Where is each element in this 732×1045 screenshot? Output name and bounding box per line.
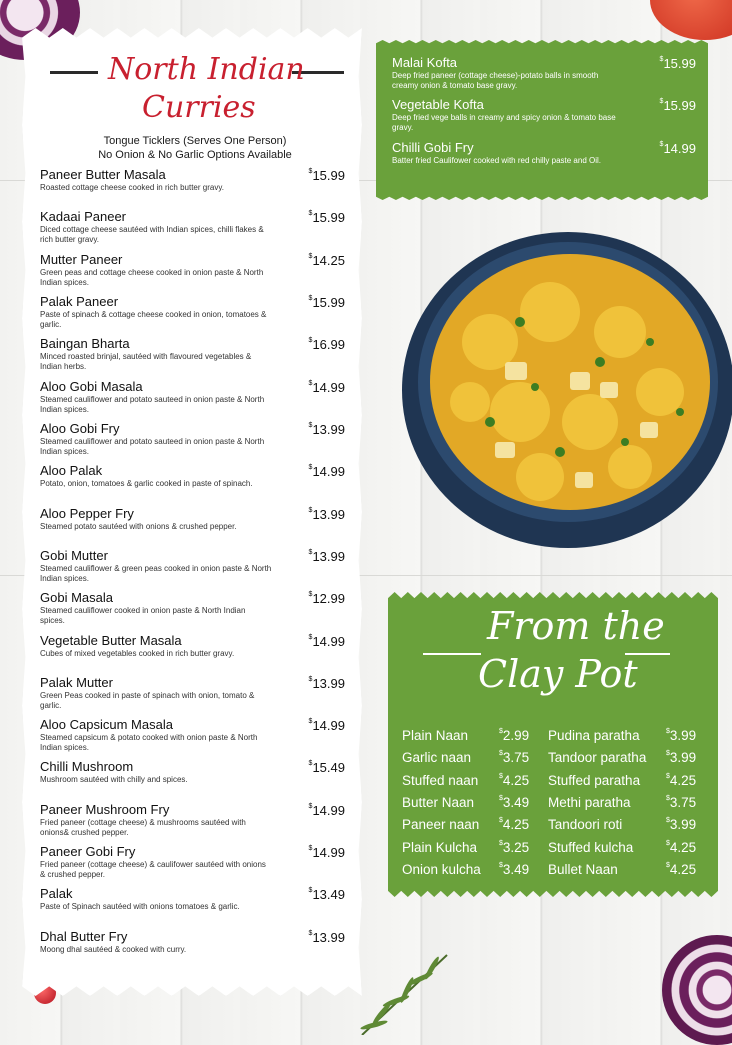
item-price	[499, 773, 529, 788]
bread-name: Bullet Naan	[548, 861, 618, 877]
bread-name: Onion kulcha	[402, 861, 481, 877]
bread-name: Plain Kulcha	[402, 839, 478, 855]
item-price	[309, 253, 345, 268]
menu-item	[40, 634, 345, 659]
currency-symbol: $	[499, 728, 503, 735]
item-name: Chilli Mushroom	[40, 759, 134, 774]
item-name: Kadaai Paneer	[40, 209, 127, 224]
currency-symbol: $	[308, 422, 313, 429]
price-value: 3.99	[669, 728, 697, 743]
price-value: 3.25	[502, 839, 530, 855]
currency-symbol: $	[308, 380, 313, 387]
item-description: Diced cottage cheese sautéed with Indian spices, chilli flakes & rich butter gravy.	[40, 225, 264, 244]
item-price	[666, 773, 696, 788]
menu-item	[40, 253, 345, 288]
menu-item	[40, 887, 345, 912]
currency-symbol: $	[308, 591, 313, 598]
item-price	[666, 728, 696, 743]
currency-symbol: $	[499, 772, 503, 780]
currency-symbol: $	[499, 839, 503, 847]
bread-name: Garlic naan	[402, 750, 472, 766]
price-value: 14.99	[312, 845, 345, 860]
item-name: Mutter Paneer	[40, 252, 123, 267]
item-description: Potato, onion, tomatoes & garlic cooked in paste of spinach.	[40, 479, 253, 488]
price-value: 13.99	[312, 549, 345, 564]
currency-symbol: $	[308, 718, 313, 725]
item-price	[660, 98, 696, 113]
item-description: Steamed potato sautéed with onions & crushed pepper.	[40, 522, 237, 531]
menu-item	[40, 845, 345, 880]
item-price	[660, 141, 696, 156]
currency-symbol: $	[308, 210, 313, 217]
item-description: Steamed cauliflower cooked in onion paste & North Indian spices.	[40, 606, 246, 625]
currency-symbol: $	[308, 549, 313, 556]
menu-item	[40, 676, 345, 711]
price-value: 3.49	[502, 794, 530, 810]
item-description: Paste of spinach & cottage cheese cooked in onion, tomatoes & garlic.	[40, 310, 267, 329]
price-value: 14.25	[312, 253, 345, 268]
title-rule-left	[50, 71, 98, 74]
item-description: Steamed cauliflower and potato sauteed in onion paste & North Indian spices.	[40, 437, 265, 456]
item-description: Batter fried Caulifower cooked with red chilly paste and Oil.	[392, 156, 601, 165]
section-subtitle: No Onion & No Garlic Options Available	[98, 149, 292, 161]
item-name: Aloo Gobi Fry	[40, 421, 120, 436]
currency-symbol: $	[308, 464, 313, 471]
price-value: 14.99	[312, 380, 345, 395]
price-value: 14.99	[312, 634, 345, 649]
item-description: Deep fried vege balls in creamy and spicy onion & tomato base gravy.	[392, 113, 616, 132]
currency-symbol: $	[666, 794, 670, 802]
item-name: Gobi Mutter	[40, 548, 108, 563]
price-value: 3.49	[502, 861, 530, 877]
section-title: Curries	[142, 90, 256, 125]
item-name: Paneer Mushroom Fry	[40, 802, 170, 817]
currency-symbol: $	[659, 141, 664, 148]
item-name: Baingan Bharta	[40, 336, 130, 351]
bread-name: Butter Naan	[402, 794, 475, 810]
menu-item	[40, 507, 345, 532]
currency-symbol: $	[666, 861, 670, 869]
price-value: 13.99	[312, 422, 345, 437]
item-price	[666, 750, 696, 765]
section-subtitle: Tongue Ticklers (Serves One Person)	[103, 135, 287, 147]
price-value: 13.49	[312, 887, 345, 902]
bread-name: Pudina paratha	[548, 728, 640, 743]
item-description: Steamed cauliflower & green peas cooked in onion paste & North Indian spices.	[40, 564, 272, 583]
item-price	[666, 817, 696, 832]
item-name: Palak Mutter	[40, 675, 113, 690]
item-price	[499, 817, 529, 832]
bread-name: Plain Naan	[402, 728, 469, 743]
item-price	[309, 887, 345, 902]
item-name: Palak	[40, 886, 73, 901]
item-price	[666, 795, 696, 810]
special-item	[392, 56, 696, 91]
item-price	[666, 862, 696, 877]
item-price	[309, 210, 345, 225]
bread-name: Methi paratha	[548, 794, 631, 810]
currency-symbol: $	[666, 728, 670, 735]
item-price	[309, 422, 345, 437]
currency-symbol: $	[499, 817, 503, 825]
item-description: Deep fried paneer (cottage cheese)-potato balls in smooth creamy onion & tomato base gravy.	[392, 71, 599, 90]
price-value: 15.99	[312, 168, 345, 183]
item-name: Paneer Gobi Fry	[40, 844, 136, 859]
item-name: Paneer Butter Masala	[40, 167, 166, 182]
menu-item	[40, 380, 345, 415]
price-value: 14.99	[312, 718, 345, 733]
menu-item	[40, 760, 345, 785]
item-price	[309, 168, 345, 183]
item-name: Aloo Gobi Masala	[40, 379, 143, 394]
clay-pot-title: From the	[487, 604, 665, 648]
currency-symbol: $	[666, 750, 670, 758]
currency-symbol: $	[308, 168, 313, 175]
item-name: Aloo Capsicum Masala	[40, 717, 173, 732]
price-value: 14.99	[312, 464, 345, 479]
bread-name: Stuffed paratha	[548, 772, 641, 788]
price-value: 4.25	[669, 772, 697, 788]
item-description: Moong dhal sautéed & cooked with curry.	[40, 945, 187, 954]
price-value: 15.99	[312, 295, 345, 310]
item-description: Steamed cauliflower and potato sauteed in onion paste & North Indian spices.	[40, 395, 265, 414]
bread-name: Tandoor paratha	[548, 750, 647, 766]
currency-symbol: $	[659, 56, 664, 63]
onion-image	[662, 935, 732, 1045]
item-price	[499, 750, 529, 765]
price-value: 12.99	[312, 591, 345, 606]
currency-symbol: $	[308, 845, 313, 852]
item-name: Aloo Pepper Fry	[40, 506, 134, 521]
price-value: 2.99	[502, 728, 530, 743]
item-description: Green Peas cooked in paste of spinach with onion, tomato & garlic.	[40, 691, 255, 710]
currency-symbol: $	[308, 803, 313, 810]
menu-item	[40, 718, 345, 753]
currency-symbol: $	[308, 634, 313, 641]
price-value: 15.99	[663, 56, 696, 71]
currency-symbol: $	[308, 676, 313, 683]
clay-pot-title: Clay Pot	[478, 652, 638, 696]
item-name: Dhal Butter Fry	[40, 929, 128, 944]
item-description: Fried paneer (cottage cheese) & mushrooms sautéed with onions& crushed pepper.	[40, 818, 246, 837]
currency-symbol: $	[666, 817, 670, 825]
price-value: 15.99	[663, 98, 696, 113]
currency-symbol: $	[308, 295, 313, 302]
currency-symbol: $	[499, 794, 503, 802]
item-name: Aloo Palak	[40, 463, 103, 478]
currency-symbol: $	[308, 507, 313, 514]
currency-symbol: $	[666, 839, 670, 847]
menu-item	[40, 168, 345, 193]
special-item	[392, 141, 696, 166]
menu-item	[40, 930, 345, 955]
menu-item	[40, 337, 345, 372]
currency-symbol: $	[499, 750, 503, 758]
currency-symbol: $	[666, 772, 670, 780]
item-price	[309, 845, 345, 860]
item-price	[309, 760, 345, 775]
currency-symbol: $	[308, 887, 313, 894]
currency-symbol: $	[499, 861, 503, 869]
item-name: Palak Paneer	[40, 294, 119, 309]
price-value: 13.99	[312, 930, 345, 945]
item-price	[309, 930, 345, 945]
item-description: Minced roasted brinjal, sautéed with flavoured vegetables & Indian herbs.	[40, 352, 252, 371]
section-title: North Indian	[108, 52, 305, 87]
menu-item	[40, 210, 345, 245]
item-name: Malai Kofta	[392, 55, 458, 70]
item-price	[309, 464, 345, 479]
currency-symbol: $	[659, 98, 664, 105]
menu-item	[40, 591, 345, 626]
price-value: 14.99	[663, 141, 696, 156]
item-price	[666, 840, 696, 855]
menu-item	[40, 803, 345, 838]
price-value: 4.25	[669, 861, 697, 877]
currency-symbol: $	[308, 337, 313, 344]
item-description: Green peas and cottage cheese cooked in onion paste & North Indian spices.	[40, 268, 264, 287]
item-price	[309, 591, 345, 606]
price-value: 3.99	[669, 750, 697, 766]
item-description: Fried paneer (cottage cheese) & caulifower sautéed with onions & crushed pepper.	[40, 860, 266, 879]
price-value: 14.99	[312, 803, 345, 818]
item-price	[309, 803, 345, 818]
tomato-image	[650, 0, 732, 40]
currency-symbol: $	[308, 930, 313, 937]
item-price	[499, 795, 529, 810]
item-price	[499, 862, 529, 877]
price-value: 3.75	[669, 794, 697, 810]
item-name: Chilli Gobi Fry	[392, 140, 474, 155]
item-price	[309, 718, 345, 733]
item-price	[660, 56, 696, 71]
item-price	[309, 549, 345, 564]
price-value: 4.25	[502, 772, 530, 788]
item-price	[499, 728, 529, 743]
item-name: Vegetable Kofta	[392, 97, 484, 112]
price-value: 15.49	[312, 760, 345, 775]
price-value: 3.99	[669, 817, 697, 833]
price-value: 4.25	[669, 839, 697, 855]
item-description: Steamed capsicum & potato cooked with onion paste & North Indian spices.	[40, 733, 258, 752]
item-description: Roasted cottage cheese cooked in rich butter gravy.	[40, 183, 224, 192]
item-description: Cubes of mixed vegetables cooked in rich butter gravy.	[40, 649, 235, 658]
price-value: 3.75	[502, 750, 530, 766]
menu-item	[40, 549, 345, 584]
item-name: Vegetable Butter Masala	[40, 633, 182, 648]
item-description: Mushroom sautéed with chilly and spices.	[40, 775, 188, 784]
item-price	[499, 840, 529, 855]
title-rule-left	[423, 653, 481, 655]
menu-item	[40, 464, 345, 489]
price-value: 16.99	[312, 337, 345, 352]
item-description: Paste of Spinach sautéed with onions tomatoes & garlic.	[40, 902, 240, 911]
item-price	[309, 380, 345, 395]
bread-name: Stuffed kulcha	[548, 839, 634, 855]
bread-name: Paneer naan	[402, 817, 480, 833]
price-value: 13.99	[312, 676, 345, 691]
item-price	[309, 295, 345, 310]
item-price	[309, 507, 345, 522]
currency-symbol: $	[308, 253, 313, 260]
price-value: 4.25	[502, 817, 530, 833]
price-value: 15.99	[312, 210, 345, 225]
item-price	[309, 634, 345, 649]
item-price	[309, 337, 345, 352]
currency-symbol: $	[308, 760, 313, 767]
aloo-gobi-bowl-image	[400, 222, 732, 552]
menu-item	[40, 422, 345, 457]
special-item	[392, 98, 696, 133]
item-price	[309, 676, 345, 691]
bread-name: Tandoori roti	[548, 817, 623, 833]
bread-name: Stuffed naan	[402, 772, 479, 788]
price-value: 13.99	[312, 507, 345, 522]
menu-item	[40, 295, 345, 330]
rosemary-image	[352, 935, 472, 1035]
item-name: Gobi Masala	[40, 590, 113, 605]
